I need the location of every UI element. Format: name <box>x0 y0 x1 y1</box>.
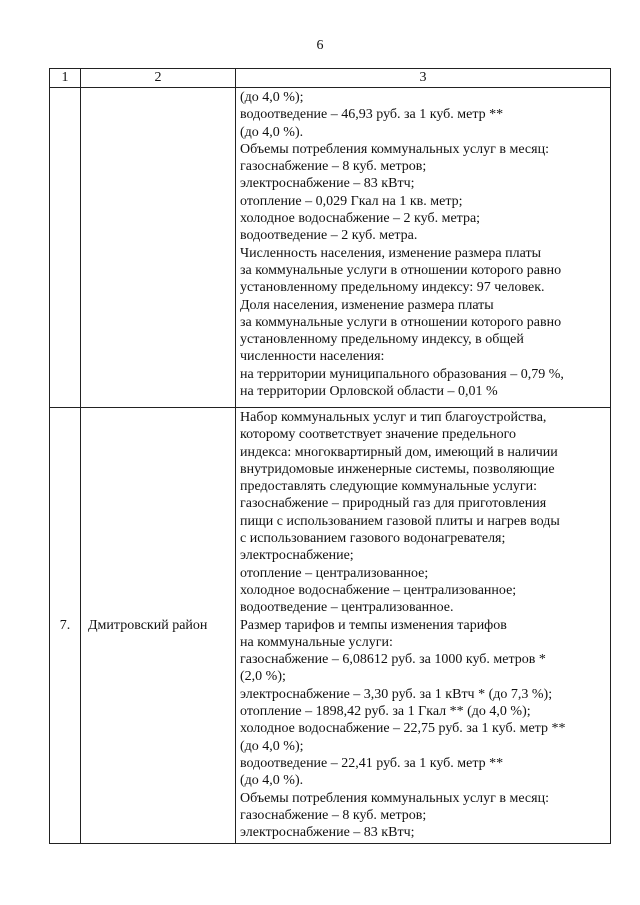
text-line: водоотведение – 46,93 руб. за 1 куб. метр ** <box>240 107 504 123</box>
text-line: на коммунальные услуги: <box>240 634 393 650</box>
text-line: электроснабжение – 3,30 руб. за 1 кВтч * (до 7,3 %); <box>240 686 553 702</box>
text-line: на территории муниципального образования – 0,79 %, <box>240 366 564 382</box>
description-lines <box>240 409 606 841</box>
text-line: внутридомовые инженерные системы, позволяющие <box>240 461 555 477</box>
district-name-cell <box>81 88 236 408</box>
text-line: за коммунальные услуги в отношении которого равно <box>240 262 562 278</box>
text-line: газоснабжение – природный газ для приготовления <box>240 496 547 512</box>
text-line: электроснабжение – 83 кВтч; <box>240 825 415 841</box>
text-line: (до 4,0 %); <box>240 90 304 105</box>
district-name-cell: Дмитровский район <box>81 408 236 844</box>
text-line: отопление – 0,029 Гкал на 1 кв. метр; <box>240 193 463 209</box>
column-header-2: 2 <box>81 69 236 88</box>
text-line: установленному предельному индексу, в общей <box>240 332 524 348</box>
text-line: водоотведение – централизованное. <box>240 600 454 616</box>
text-line: электроснабжение; <box>240 548 354 564</box>
text-line: отопление – 1898,42 руб. за 1 Гкал ** (до 4,0 %); <box>240 704 531 720</box>
description-cell <box>236 408 611 844</box>
text-line: Доля населения, изменение размера платы <box>240 297 494 313</box>
text-line: (до 4,0 %); <box>240 738 304 754</box>
column-header-3: 3 <box>236 69 611 88</box>
text-line: холодное водоснабжение – централизованное; <box>240 582 517 598</box>
text-line: на территории Орловской области – 0,01 % <box>240 384 498 400</box>
text-line: с использованием газового водонагревателя; <box>240 531 506 547</box>
text-line: индекса: многоквартирный дом, имеющий в наличии <box>240 444 558 460</box>
text-line: Набор коммунальных услуг и тип благоустройства, <box>240 410 547 425</box>
text-line: (до 4,0 %). <box>240 124 304 140</box>
text-line: Размер тарифов и темпы изменения тарифов <box>240 617 507 633</box>
column-header-1: 1 <box>50 69 81 88</box>
table-header-row <box>50 69 611 88</box>
text-line: отопление – централизованное; <box>240 565 429 581</box>
table-row-continued <box>50 88 611 408</box>
text-line: установленному предельному индексу: 97 человек. <box>240 280 545 296</box>
text-line: Объемы потребления коммунальных услуг в месяц: <box>240 141 549 157</box>
text-line: газоснабжение – 6,08612 руб. за 1000 куб. метров * <box>240 652 546 668</box>
text-line: электроснабжение – 83 кВтч; <box>240 176 415 192</box>
text-line: предоставлять следующие коммунальные услуги: <box>240 479 538 495</box>
table-row-7 <box>50 408 611 844</box>
page-number: 6 <box>316 38 324 53</box>
text-line: которому соответствует значение предельного <box>240 427 516 443</box>
row-number-cell <box>50 88 81 408</box>
text-line: численности населения: <box>240 349 385 365</box>
text-line: (до 4,0 %). <box>240 773 304 789</box>
text-line: газоснабжение – 8 куб. метров; <box>240 807 427 823</box>
text-line: водоотведение – 2 куб. метра. <box>240 228 418 244</box>
text-line: холодное водоснабжение – 22,75 руб. за 1 куб. метр ** <box>240 721 566 737</box>
text-line: пищи с использованием газовой плиты и нагрев воды <box>240 513 560 529</box>
description-cell <box>236 88 611 408</box>
text-line: за коммунальные услуги в отношении которого равно <box>240 314 562 330</box>
text-line: Объемы потребления коммунальных услуг в месяц: <box>240 790 549 806</box>
description-lines <box>240 89 606 400</box>
row-number-cell: 7. <box>50 408 81 844</box>
tariff-table <box>49 68 611 844</box>
text-line: Численность населения, изменение размера платы <box>240 245 541 261</box>
text-line: (2,0 %); <box>240 669 286 685</box>
text-line: холодное водоснабжение – 2 куб. метра; <box>240 211 481 227</box>
text-line: водоотведение – 22,41 руб. за 1 куб. метр ** <box>240 755 504 771</box>
text-line: газоснабжение – 8 куб. метров; <box>240 159 427 175</box>
